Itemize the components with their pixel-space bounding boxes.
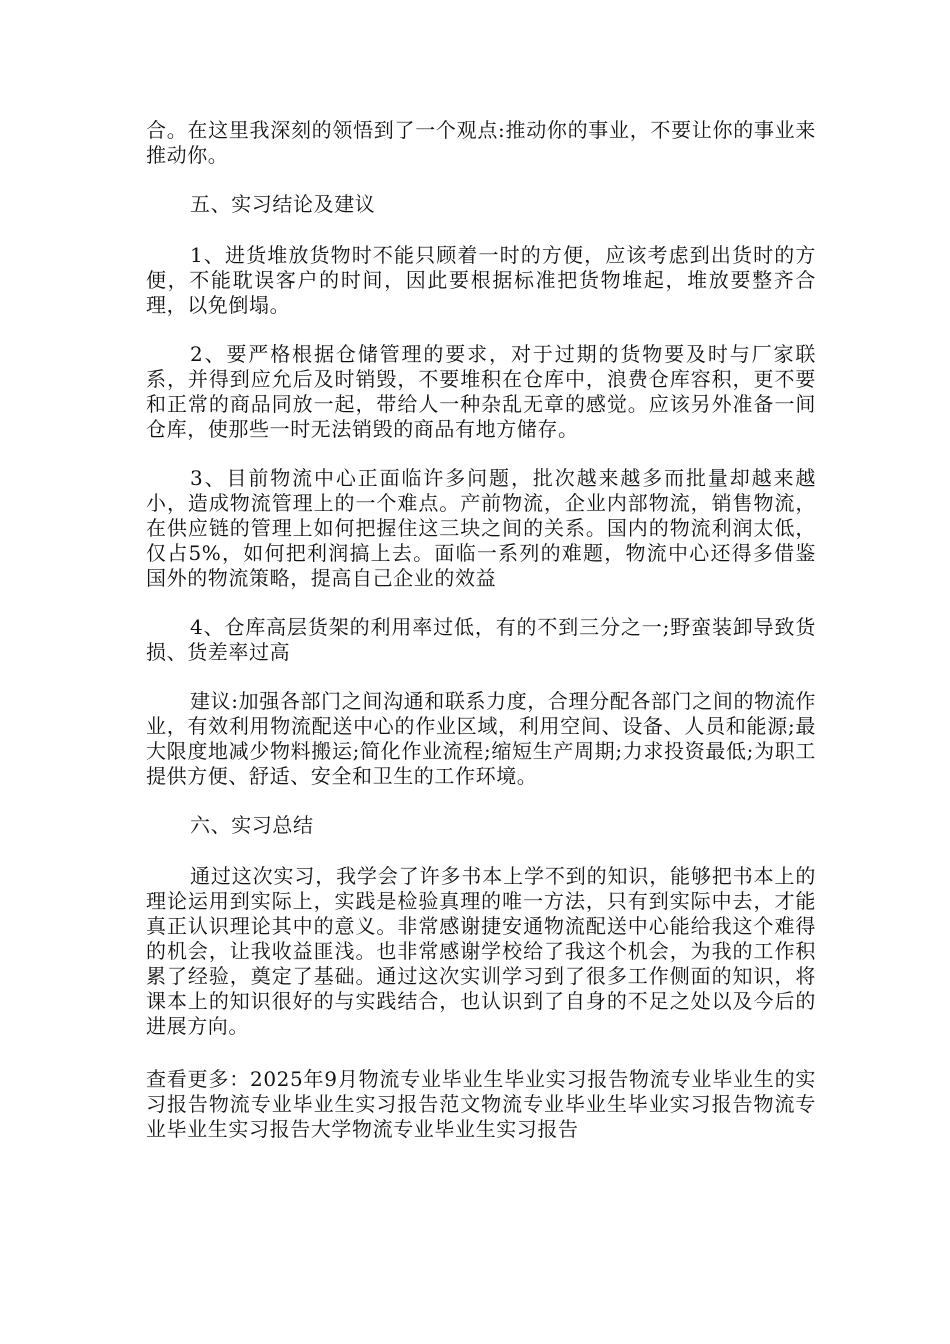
document-page bbox=[146, 118, 816, 1162]
paragraph-suggestion-4: 4、仓库高层货架的利用率过低，有的不到三分之一;野蛮装卸导致货损、货差率过高 bbox=[146, 615, 816, 664]
section-heading-conclusions: 五、实习结论及建议 bbox=[190, 192, 376, 216]
paragraph-suggestion-2: 2、要严格根据仓储管理的要求，对于过期的货物要及时与厂家联系，并得到应允后及时销毁，不要堆积在仓库中，浪费仓库容积，更不要和正常的商品同放一起，带给人一种杂乱无章的感觉。应该另外准备一间仓库，使那些一时无法销毁的商品有地方储存。 bbox=[146, 342, 816, 441]
section-heading-summary: 六、实习总结 bbox=[190, 813, 314, 837]
paragraph-continuation: 合。在这里我深刻的领悟到了一个观点:推动你的事业，不要让你的事业来推动你。 bbox=[146, 118, 816, 167]
paragraph-summary: 通过这次实习，我学会了许多书本上学不到的知识，能够把书本上的理论运用到实际上，实践是检验真理的唯一方法，只有到实际中去，才能真正认识理论其中的意义。非常感谢捷安通物流配送中心能给我这个难得的机会，让我收益匪浅。也非常感谢学校给了我这个机会，为我的工作积累了经验，奠定了基础。通过这次实训学习到了很多工作侧面的知识，将课本上的知识很好的与实践结合，也认识到了自身的不足之处以及今后的进展方向。 bbox=[146, 864, 816, 1038]
paragraph-suggestion-1: 1、进货堆放货物时不能只顾着一时的方便，应该考虑到出货时的方便，不能耽误客户的时间，因此要根据标准把货物堆起，堆放要整齐合理，以免倒塌。 bbox=[146, 243, 816, 317]
more-links[interactable]: 查看更多：2025年9月物流专业毕业生毕业实习报告物流专业毕业生的实习报告物流专业毕业生实习报告范文物流专业毕业生毕业实习报告物流专业毕业生实习报告大学物流专业毕业生实习报告 bbox=[146, 1067, 816, 1141]
paragraph-recommendation: 建议:加强各部门之间沟通和联系力度，合理分配各部门之间的物流作业，有效利用物流配送中心的作业区域，利用空间、设备、人员和能源;最大限度地减少物料搬运;简化作业流程;缩短生产周期;力求投资最低;为职工提供方便、舒适、安全和卫生的工作环境。 bbox=[146, 689, 816, 788]
paragraph-suggestion-3: 3、目前物流中心正面临许多问题，批次越来越多而批量却越来越小，造成物流管理上的一个难点。产前物流，企业内部物流，销售物流，在供应链的管理上如何把握住这三块之间的关系。国内的物流利润太低，仅占5%，如何把利润搞上去。面临一系列的难题，物流中心还得多借鉴国外的物流策略，提高自己企业的效益 bbox=[146, 466, 816, 590]
